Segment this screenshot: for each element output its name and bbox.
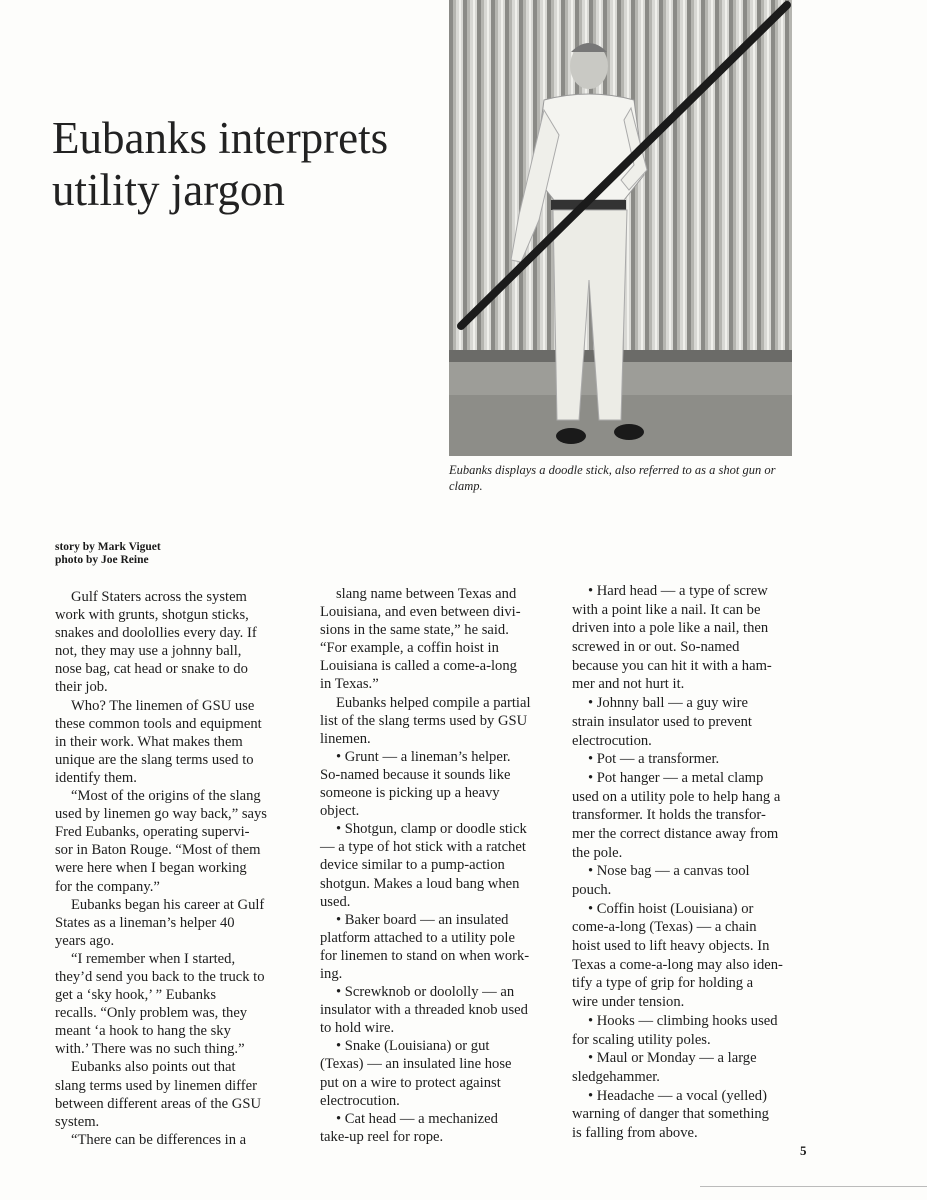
paragraph-line: their job. [55,679,108,696]
paragraph-line: years ago. [55,932,115,949]
byline-photo: photo by Joe Reine [55,554,149,566]
paragraph-line: ing. [320,965,343,982]
paragraph-line: linemen. [320,730,371,747]
paragraph-line: “Most of the origins of the slang [71,788,261,805]
paragraph-line: Eubanks helped compile a partial [336,694,531,711]
paragraph-line: • Headache — a vocal (yelled) [588,1087,767,1104]
paragraph-line: • Coffin hoist (Louisiana) or [588,900,754,917]
paragraph-line: nose bag, cat head or snake to do [55,661,248,678]
paragraph-line: were here when I began working [55,860,247,877]
paragraph-line: warning of danger that something [572,1106,769,1123]
paragraph-line: “There can be differences in a [71,1131,247,1148]
paragraph-line: between different areas of the GSU [55,1095,261,1112]
paragraph-line: used by linemen go way back,” says [55,806,267,823]
paragraph-line: these common tools and equipment [55,715,262,732]
article-column-2 [320,585,531,1146]
paragraph-line: strain insulator used to prevent [572,713,752,730]
paragraph-line: Gulf Staters across the system [71,589,247,605]
paragraph-line: mer the correct distance away from [572,825,779,842]
paragraph-line: sor in Baton Rouge. “Most of them [55,842,261,859]
paragraph-line: unique are the slang terms used to [55,751,254,768]
paragraph-line: recalls. “Only problem was, they [55,1005,248,1022]
paragraph-line: transformer. It holds the transfor- [572,807,766,824]
paragraph-line: • Maul or Monday — a large [588,1050,757,1067]
paragraph-line: • Grunt — a lineman’s helper. [336,748,511,765]
paragraph-line: in Texas.” [320,676,379,693]
paragraph-line: not, they may use a johnny ball, [55,643,242,660]
paragraph-line: electrocution. [320,1092,400,1109]
paragraph-line: sions in the same state,” he said. [320,622,509,639]
paragraph-line: Louisiana, and even between divi- [320,604,521,621]
paragraph-line: put on a wire to protect against [320,1074,501,1091]
title-line-1: Eubanks interprets [52,113,389,163]
paragraph-line: “For example, a coffin hoist in [320,640,499,657]
paragraph-line: pouch. [572,882,612,898]
paragraph-line: used. [320,893,351,910]
paragraph-line: for linemen to stand on when work- [320,947,530,964]
paragraph-line: slang terms used by linemen differ [55,1077,257,1094]
paragraph-line: screwed in or out. So-named [572,639,740,656]
paragraph-line: with.’ There was no such thing.” [55,1041,245,1058]
paragraph-line: Eubanks began his career at Gulf [71,896,265,913]
paragraph-line: — a type of hot stick with a ratchet [320,839,526,856]
paragraph-line: take-up reel for rope. [320,1128,444,1145]
paragraph-line: Fred Eubanks, operating supervi- [55,824,250,841]
paragraph-line: used on a utility pole to help hang a [572,788,781,805]
paragraph-line: Texas a come-a-long may also iden- [572,956,783,973]
title-line-2: utility jargon [52,165,285,215]
paragraph-line: wire under tension. [572,994,685,1011]
paragraph-line: with a point like a nail. It can be [572,601,761,618]
paragraph-line: mer and not hurt it. [572,676,685,693]
paragraph-line: tify a type of grip for holding a [572,975,754,992]
paragraph-line: platform attached to a utility pole [320,929,515,946]
paragraph-line: Eubanks also points out that [71,1059,236,1076]
paragraph-line: for scaling utility poles. [572,1031,711,1048]
paragraph-line: work with grunts, shotgun sticks, [55,607,249,624]
paragraph-line: snakes and doolollies every day. If [55,625,257,642]
paragraph-line: • Pot hanger — a metal clamp [588,769,764,786]
paragraph-line: “I remember when I started, [71,950,236,967]
paragraph-line: someone is picking up a heavy [320,785,500,802]
photo-caption: Eubanks displays a doodle stick, also referred to as a shot gun or clamp. [449,463,776,493]
paragraph-line: driven into a pole like a nail, then [572,620,769,637]
photo-image [449,0,792,456]
byline [55,541,161,567]
paragraph-line: • Hooks — climbing hooks used [588,1012,778,1029]
paragraph-line: in their work. What makes them [55,733,243,750]
paragraph-line: • Baker board — an insulated [336,911,509,928]
paragraph-line: slang name between Texas and [336,586,517,602]
paragraph-line: • Hard head — a type of screw [588,583,768,599]
paragraph-line: So-named because it sounds like [320,766,511,783]
paragraph-line: for the company.” [55,878,160,895]
paragraph-line: • Screwknob or doololly — an [336,984,515,1001]
paragraph-line: electrocution. [572,732,652,749]
paragraph-line: device similar to a pump-action [320,857,505,874]
paragraph-line: identify them. [55,769,137,786]
paragraph-line: get a ‘sky hook,’ ” Eubanks [55,987,217,1004]
paragraph-line: (Texas) — an insulated line hose [320,1056,512,1073]
paragraph-line: States as a lineman’s helper 40 [55,914,235,931]
paragraph-line: is falling from above. [572,1124,698,1141]
article-title [52,112,388,216]
paragraph-line: Who? The linemen of GSU use [71,697,255,714]
paragraph-line: • Snake (Louisiana) or gut [336,1038,490,1055]
byline-story: story by Mark Viguet [55,541,161,553]
paragraph-line: because you can hit it with a ham- [572,657,772,674]
paragraph-line: • Pot — a transformer. [588,751,720,768]
paragraph-line: system. [55,1113,100,1130]
article-column-3 [572,582,783,1143]
paragraph-line: • Shotgun, clamp or doodle stick [336,821,527,838]
paragraph-line: list of the slang terms used by GSU [320,712,528,729]
paragraph-line: Louisiana is called a come-a-long [320,658,517,675]
paragraph-line: come-a-long (Texas) — a chain [572,919,757,936]
paragraph-line: hoist used to lift heavy objects. In [572,938,770,955]
paragraph-line: • Johnny ball — a guy wire [588,695,748,712]
paragraph-line: they’d send you back to the truck to [55,968,265,985]
paragraph-line: sledgehammer. [572,1068,660,1085]
footer-rule [700,1186,927,1187]
article-column-1 [55,588,267,1149]
paragraph-line: object. [320,803,360,820]
paragraph-line: to hold wire. [320,1020,395,1037]
paragraph-line: • Nose bag — a canvas tool [588,863,750,880]
paragraph-line: the pole. [572,844,623,861]
paragraph-line: meant ‘a hook to hang the sky [55,1023,231,1040]
paragraph-line: • Cat head — a mechanized [336,1110,498,1127]
photo-eubanks-with-doodle-stick [449,0,792,456]
paragraph-line: shotgun. Makes a loud bang when [320,875,520,892]
page-number: 5 [800,1143,807,1158]
paragraph-line: insulator with a threaded knob used [320,1002,528,1019]
